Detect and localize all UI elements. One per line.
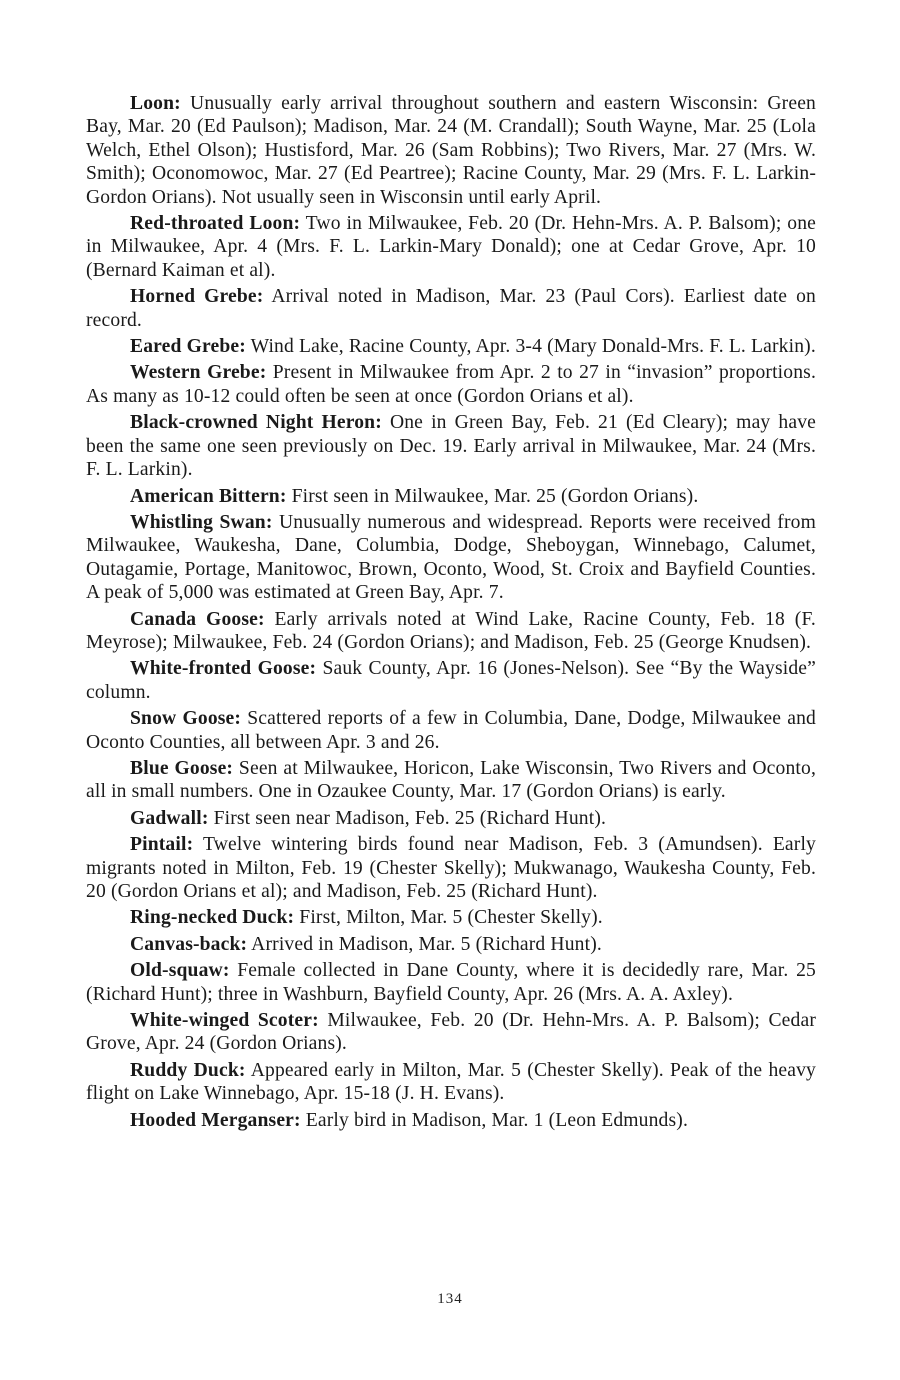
species-name: Hooded Merganser:: [130, 1109, 301, 1131]
entry-black-crowned-night-heron: [86, 411, 816, 481]
species-name: Loon:: [130, 93, 181, 114]
entry-text: Unusually early arrival throughout southern and eastern Wisconsin: Green Bay, Mar. 20 (Ed Paulson); Madison, Mar. 24 (M. Crandall); South Wayne, Mar. 25 (Lola Welch, Ethel Olson); Hustisford, Mar. 26 (Sam Robbins); Two Rivers, Mar. 27 (Mrs. W. Smith); Oconomowoc, Mar. 27 (Ed Peartree); Racine County, Mar. 29 (Mrs. F. L. Larkin-Gordon Orians). Not usually seen in Wisconsin until early April.: [86, 93, 816, 208]
entry-text: Unusually numerous and widespread. Reports were received from Milwaukee, Waukesha, Dane, Columbia, Dodge, Sheboygan, Winnebago, Calumet, Outagamie, Portage, Manitowoc, Brown, Oconto, Wood, St. Croix and Bayfield Counties. A peak of 5,000 was estimated at Green Bay, Apr. 7.: [86, 511, 816, 604]
species-name: Canada Goose:: [130, 608, 265, 630]
entry-white-winged-scoter: [86, 1009, 816, 1056]
species-name: Black-crowned Night Heron:: [130, 412, 382, 434]
entry-text: Early bird in Madison, Mar. 1 (Leon Edmunds).: [305, 1109, 689, 1131]
entry-text: Two in Milwaukee, Feb. 20 (Dr. Hehn-Mrs. A. P. Balsom); one in Milwaukee, Apr. 4 (Mrs. F. L. Larkin-Mary Donald); one at Cedar Grove, Apr. 10 (Bernard Kaiman et al).: [86, 213, 816, 281]
entry-text: Present in Milwaukee from Apr. 2 to 27 in “invasion” proportions. As many as 10-12 could often be seen at once (Gordon Orians et al).: [86, 362, 816, 407]
entry-text: First seen near Madison, Feb. 25 (Richard Hunt).: [213, 807, 607, 829]
entry-text: Twelve wintering birds found near Madison, Feb. 3 (Amundsen). Early migrants noted in Milton, Feb. 19 (Chester Skelly); Mukwanago, Waukesha County, Feb. 20 (Gordon Orians et al); and Madison, Feb. 25 (Richard Hunt).: [86, 834, 816, 902]
entry-text: Early arrivals noted at Wind Lake, Racine County, Feb. 18 (F. Meyrose); Milwaukee, Feb. 24 (Gordon Orians); and Madison, Feb. 25 (George Knudsen).: [86, 608, 816, 653]
species-name: Snow Goose:: [130, 708, 242, 730]
entry-text: First seen in Milwaukee, Mar. 25 (Gordon Orians).: [291, 485, 699, 507]
species-name: Pintail:: [130, 834, 194, 856]
entry-text: Appeared early in Milton, Mar. 5 (Chester Skelly). Peak of the heavy flight on Lake Winnebago, Apr. 15-18 (J. H. Evans).: [86, 1059, 816, 1105]
entry-text: Sauk County, Apr. 16 (Jones-Nelson). See “By the Wayside” column.: [86, 658, 816, 703]
entry-canvas-back: [86, 933, 816, 956]
species-name: Ring-necked Duck:: [130, 907, 295, 929]
entry-blue-goose: [86, 757, 816, 804]
entry-pintail: [86, 833, 816, 903]
entry-text: Scattered reports of a few in Columbia, Dane, Dodge, Milwaukee and Oconto Counties, all between Apr. 3 and 26.: [86, 708, 816, 753]
entry-text: First, Milton, Mar. 5 (Chester Skelly).: [299, 907, 603, 929]
entry-text: Seen at Milwaukee, Horicon, Lake Wisconsin, Two Rivers and Oconto, all in small numbers. One in Ozaukee County, Mar. 17 (Gordon Orians) is early.: [86, 757, 816, 803]
species-name: Eared Grebe:: [130, 336, 246, 358]
entry-western-grebe: [86, 361, 816, 408]
entry-text: Arrival noted in Madison, Mar. 23 (Paul Cors). Earliest date on record.: [86, 286, 816, 331]
species-name: Gadwall:: [130, 807, 209, 829]
page-number: 134: [437, 1291, 463, 1307]
entry-text: Female collected in Dane County, where it is decidedly rare, Mar. 25 (Richard Hunt); three in Washburn, Bayfield County, Apr. 26 (Mrs. A. A. Axley).: [86, 960, 816, 1005]
entry-text: One in Green Bay, Feb. 21 (Ed Cleary); may have been the same one seen previously on Dec. 19. Early arrival in Milwaukee, Mar. 24 (Mrs. F. L. Larkin).: [86, 412, 816, 481]
entry-text: Arrived in Madison, Mar. 5 (Richard Hunt).: [251, 933, 602, 955]
species-name: Blue Goose:: [130, 757, 234, 779]
species-name: Red-throated Loon:: [130, 213, 301, 235]
page-body: [86, 92, 816, 1135]
entry-text: Milwaukee, Feb. 20 (Dr. Hehn-Mrs. A. P. Balsom); Cedar Grove, Apr. 24 (Gordon Orians).: [86, 1010, 816, 1055]
species-name: Ruddy Duck:: [130, 1059, 246, 1081]
species-name: Horned Grebe:: [130, 286, 264, 308]
entry-ring-necked-duck: [86, 906, 816, 929]
entry-gadwall: [86, 807, 816, 830]
species-name: Canvas-back:: [130, 933, 248, 955]
species-name: White-fronted Goose:: [130, 658, 317, 680]
entry-old-squaw: [86, 959, 816, 1006]
entry-white-fronted-goose: [86, 657, 816, 704]
species-name: American Bittern:: [130, 485, 287, 507]
entry-horned-grebe: [86, 285, 816, 332]
entry-ruddy-duck: [86, 1059, 816, 1106]
species-name: Western Grebe:: [130, 362, 267, 384]
entry-snow-goose: [86, 707, 816, 754]
entry-loon: [86, 92, 816, 209]
entry-eared-grebe: [86, 335, 816, 358]
entry-red-throated-loon: [86, 212, 816, 282]
species-name: Old-squaw:: [130, 960, 230, 982]
entry-canada-goose: [86, 608, 816, 655]
entry-hooded-merganser: [86, 1109, 816, 1132]
entry-text: Wind Lake, Racine County, Apr. 3-4 (Mary Donald-Mrs. F. L. Larkin).: [250, 336, 816, 358]
entry-american-bittern: [86, 485, 816, 508]
species-name: Whistling Swan:: [130, 511, 273, 533]
entry-whistling-swan: [86, 511, 816, 605]
species-name: White-winged Scoter:: [130, 1010, 319, 1032]
